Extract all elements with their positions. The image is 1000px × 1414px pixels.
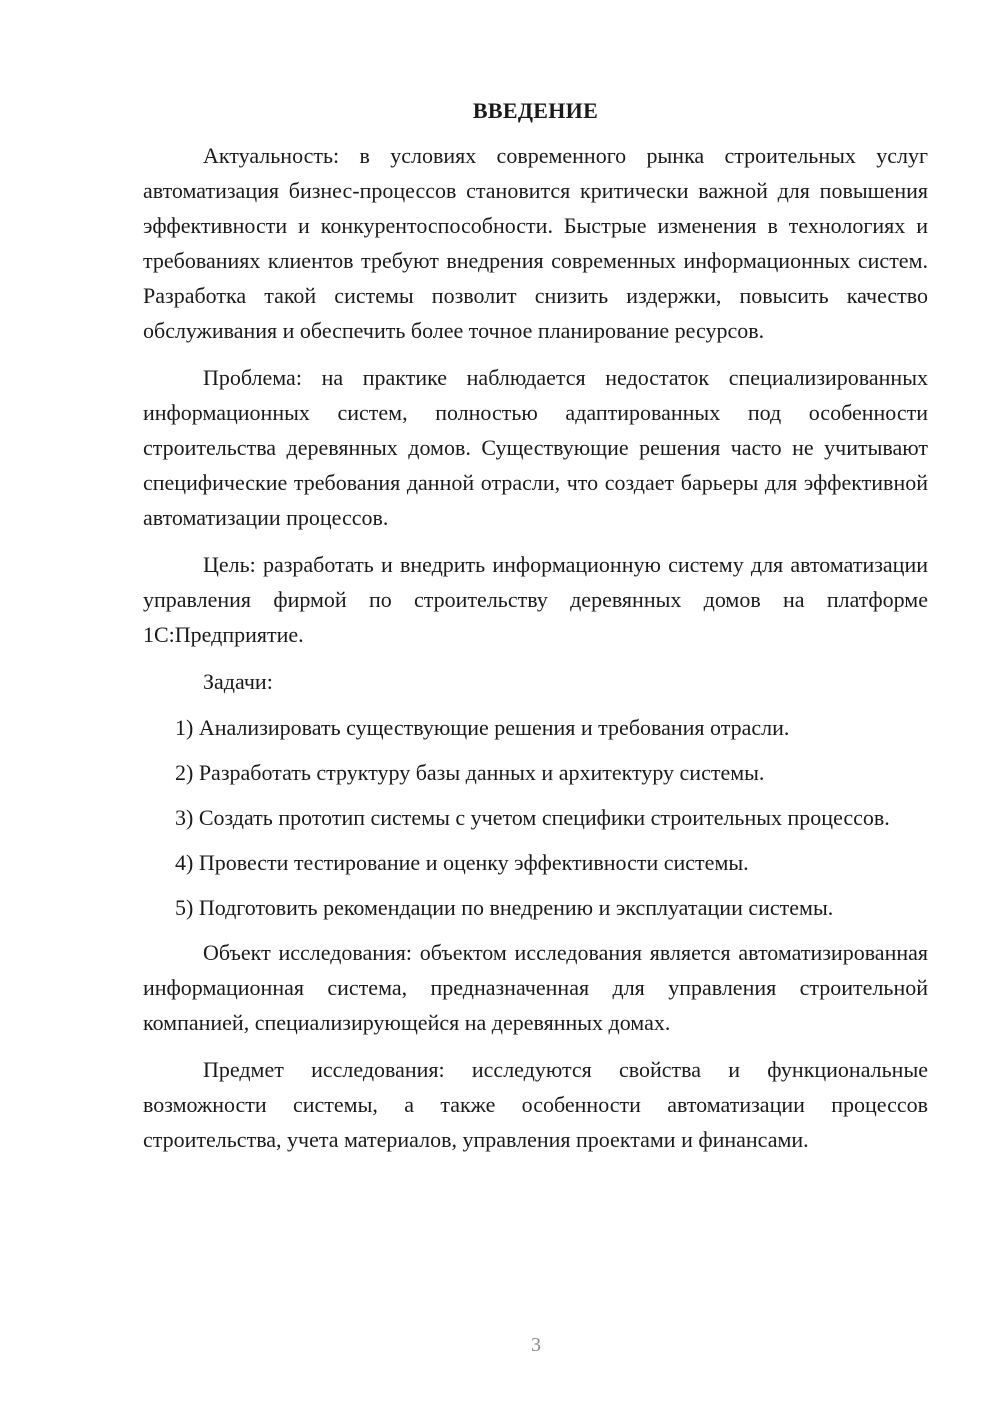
page-content: [143, 96, 928, 1169]
task-item-1: 1) Анализировать существующие решения и требования отрасли.: [175, 715, 790, 740]
task-item-4: 4) Провести тестирование и оценку эффективности системы.: [175, 850, 749, 875]
paragraph-subject: Предмет исследования: исследуются свойства и функциональные возможности системы, а также особенности автоматизации процессов строительства, учета материалов, управления проектами и финансами.: [143, 1057, 928, 1152]
page-title: ВВЕДЕНИЕ: [472, 98, 599, 123]
paragraph-object: Объект исследования: объектом исследования является автоматизированная информационная система, предназначенная для управления строительной компанией, специализирующейся на деревянных домах.: [143, 940, 928, 1035]
tasks-heading: Задачи:: [203, 669, 273, 694]
paragraph-relevance: Актуальность: в условиях современного рынка строительных услуг автоматизация бизнес-процессов становится критически важной для повышения эффективности и конкурентоспособности. Быстрые изменения в технологиях и требованиях клиентов требуют внедрения современных информационных систем. Разработка такой системы позволит снизить издержки, повысить качество обслуживания и обеспечить более точное планирование ресурсов.: [143, 143, 928, 343]
paragraph-goal: Цель: разработать и внедрить информационную систему для автоматизации управления фирмой по строительству деревянных домов на платформе 1С:Предприятие.: [143, 552, 928, 647]
paragraph-problem: Проблема: на практике наблюдается недостаток специализированных информационных систем, полностью адаптированных под особенности строительства деревянных домов. Существующие решения часто не учитывают специфические требования данной отрасли, что создает барьеры для эффективной автоматизации процессов.: [143, 365, 928, 530]
task-item-3: 3) Создать прототип системы с учетом специфики строительных процессов.: [175, 805, 890, 830]
page-number: 3: [531, 1334, 541, 1356]
task-item-5: 5) Подготовить рекомендации по внедрению и эксплуатации системы.: [175, 895, 834, 920]
task-item-2: 2) Разработать структуру базы данных и архитектуру системы.: [175, 760, 765, 785]
